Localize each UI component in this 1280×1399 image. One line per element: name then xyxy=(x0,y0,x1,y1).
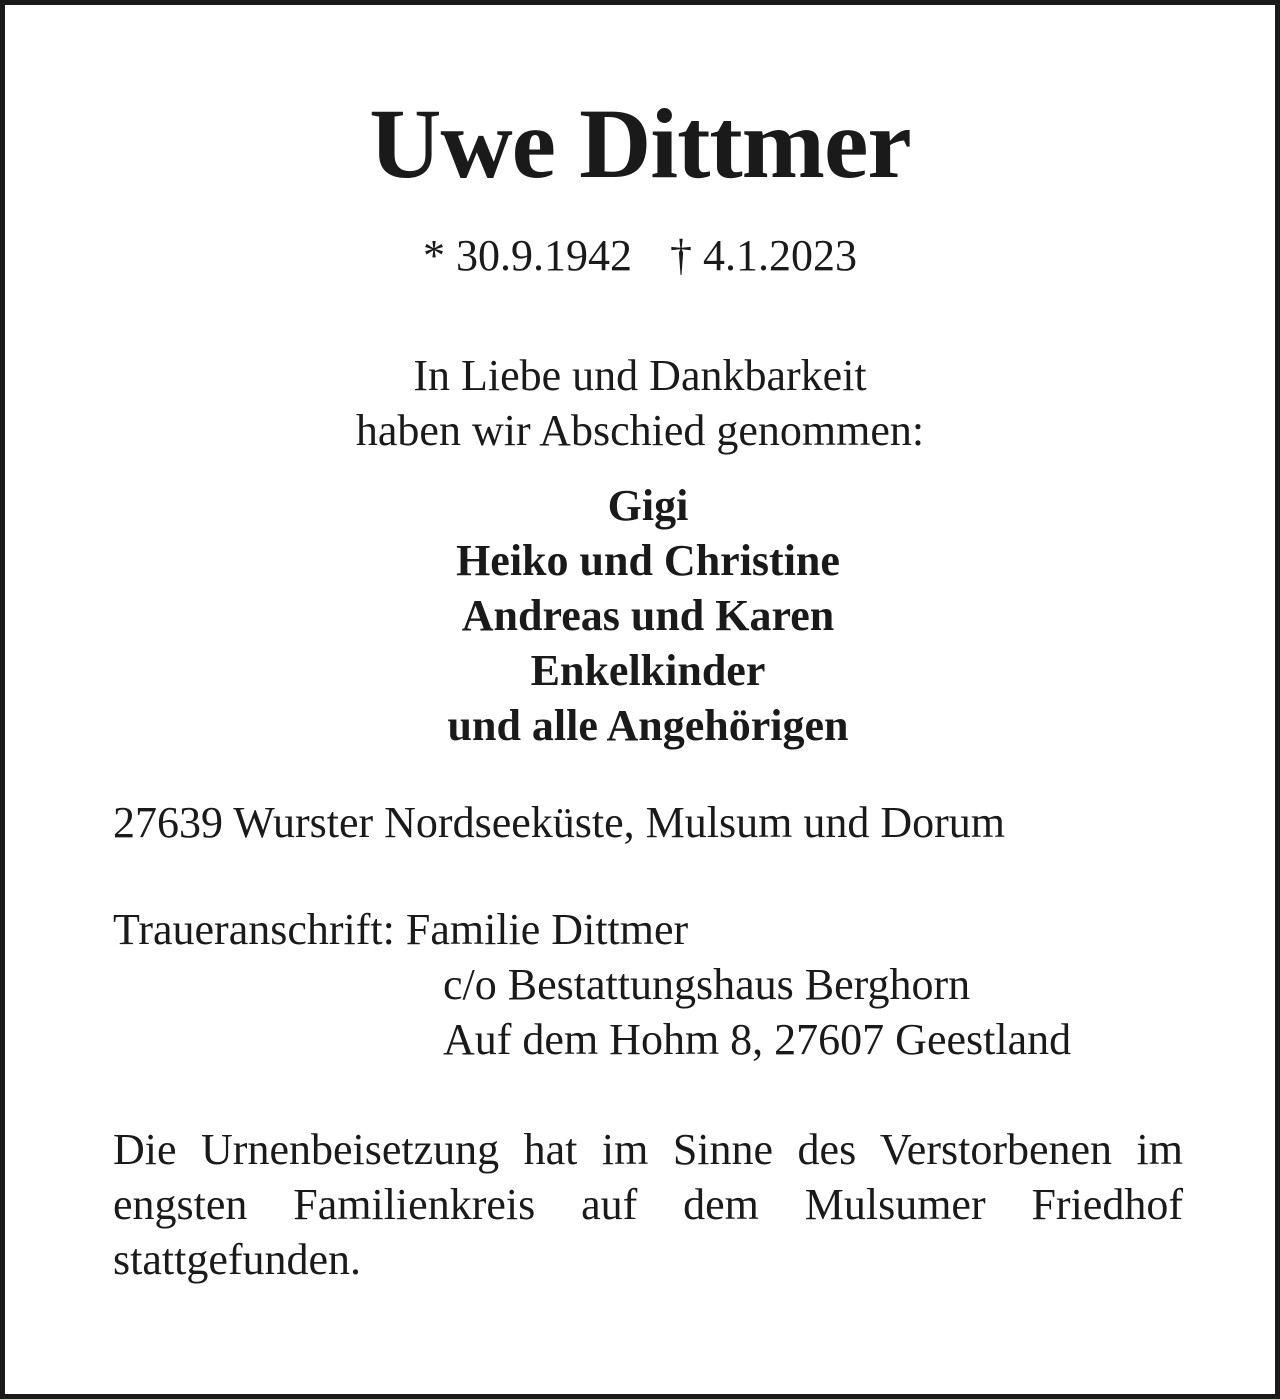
intro-text xyxy=(0,348,1280,458)
mourning-address xyxy=(113,902,1071,1067)
death-date: † 4.1.2023 xyxy=(670,231,857,280)
mourner-item: und alle Angehörigen xyxy=(447,701,849,750)
address-line-2: c/o Bestattungshaus Berghorn xyxy=(443,960,971,1009)
mourner-item: Gigi xyxy=(607,481,689,530)
place-line: 27639 Wurster Nordseeküste, Mulsum und Dorum xyxy=(113,798,1005,847)
mourner-item: Heiko und Christine xyxy=(456,536,840,585)
mourner-item: Enkelkinder xyxy=(530,646,766,695)
birth-date: * 30.9.1942 xyxy=(423,231,632,280)
address-label: Traueranschrift: xyxy=(113,905,395,954)
deceased-name: Uwe Dittmer xyxy=(369,88,911,199)
intro-line: In Liebe und Dankbarkeit xyxy=(413,351,867,400)
mourners-list xyxy=(0,478,1280,753)
mourner-item: Andreas und Karen xyxy=(461,591,835,640)
intro-line: haben wir Abschied genommen: xyxy=(355,406,925,455)
address-line-3: Auf dem Hohm 8, 27607 Geestland xyxy=(443,1015,1072,1064)
burial-text: Die Urnenbeisetzung hat im Sinne des Verstorbenen im engsten Familienkreis auf dem Mulsumer Friedhof stattgefunden. xyxy=(113,1125,1183,1284)
address-line-1: Familie Dittmer xyxy=(405,905,689,954)
life-dates xyxy=(0,228,1280,284)
